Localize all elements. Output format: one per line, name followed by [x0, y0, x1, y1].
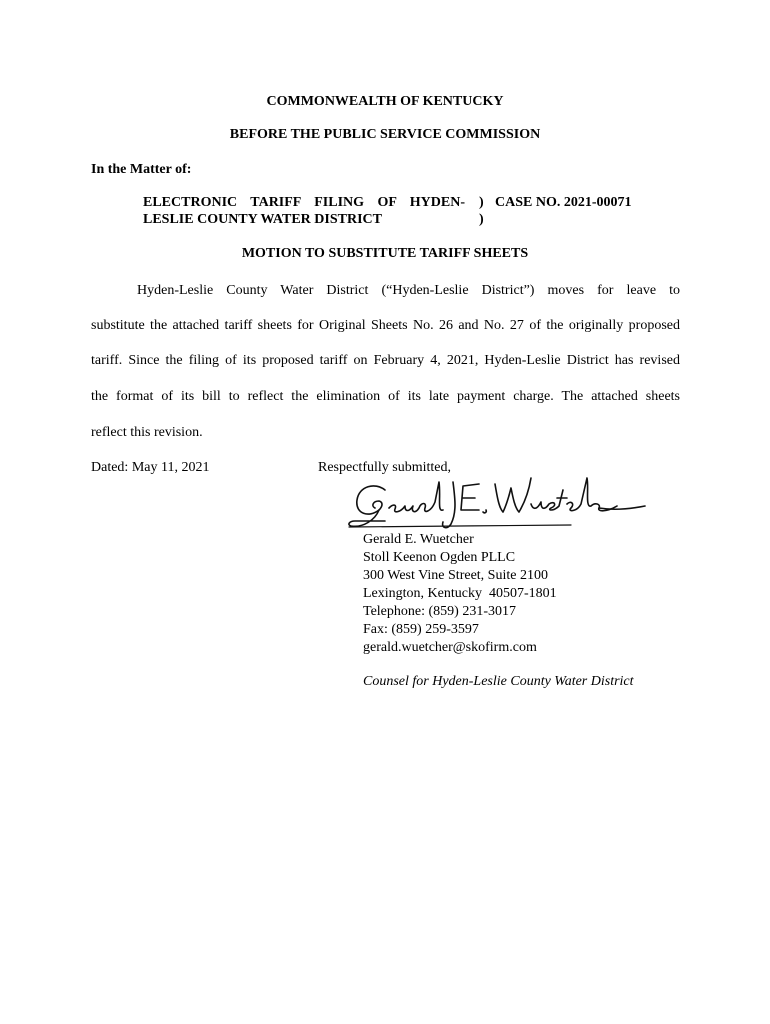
signer-address-1: 300 West Vine Street, Suite 2100 [363, 568, 548, 583]
closing-line: Respectfully submitted, [318, 460, 451, 475]
signer-role: Counsel for Hyden-Leslie County Water District [363, 674, 634, 689]
heading-commission: BEFORE THE PUBLIC SERVICE COMMISSION [229, 127, 541, 142]
matter-intro: In the Matter of: [91, 162, 192, 177]
signer-block [363, 531, 557, 657]
signer-fax: Fax: (859) 259-3597 [363, 622, 479, 637]
body-line: reflect this revision. [91, 425, 203, 440]
body-line: Hyden-Leslie County Water District (“Hyden-Leslie District”) moves for leave to [137, 283, 680, 298]
signer-name: Gerald E. Wuetcher [363, 532, 474, 547]
case-number: CASE NO. 2021-00071 [495, 195, 632, 210]
signer-address-2: Lexington, Kentucky 40507-1801 [363, 586, 557, 601]
body-line: tariff. Since the filing of its proposed tariff on February 4, 2021, Hyden-Leslie District has revised [91, 353, 680, 368]
dated-line: Dated: May 11, 2021 [91, 460, 210, 475]
motion-title: MOTION TO SUBSTITUTE TARIFF SHEETS [241, 246, 529, 261]
body-line: the format of its bill to reflect the elimination of its late payment charge. The attached sheets [91, 389, 680, 404]
handwritten-signature [345, 468, 665, 538]
signer-email: gerald.wuetcher@skofirm.com [363, 640, 537, 655]
heading-commonwealth: COMMONWEALTH OF KENTUCKY [266, 94, 504, 109]
caption-paren-1: ) [479, 195, 484, 210]
signer-firm: Stoll Keenon Ogden PLLC [363, 550, 516, 565]
caption-line-1: ELECTRONIC TARIFF FILING OF HYDEN- [143, 195, 465, 210]
signer-telephone: Telephone: (859) 231-3017 [363, 604, 516, 619]
body-line: substitute the attached tariff sheets for Original Sheets No. 26 and No. 27 of the originally proposed [91, 318, 680, 333]
caption-paren-2: ) [479, 212, 484, 227]
caption-line-2: LESLIE COUNTY WATER DISTRICT [143, 212, 382, 227]
